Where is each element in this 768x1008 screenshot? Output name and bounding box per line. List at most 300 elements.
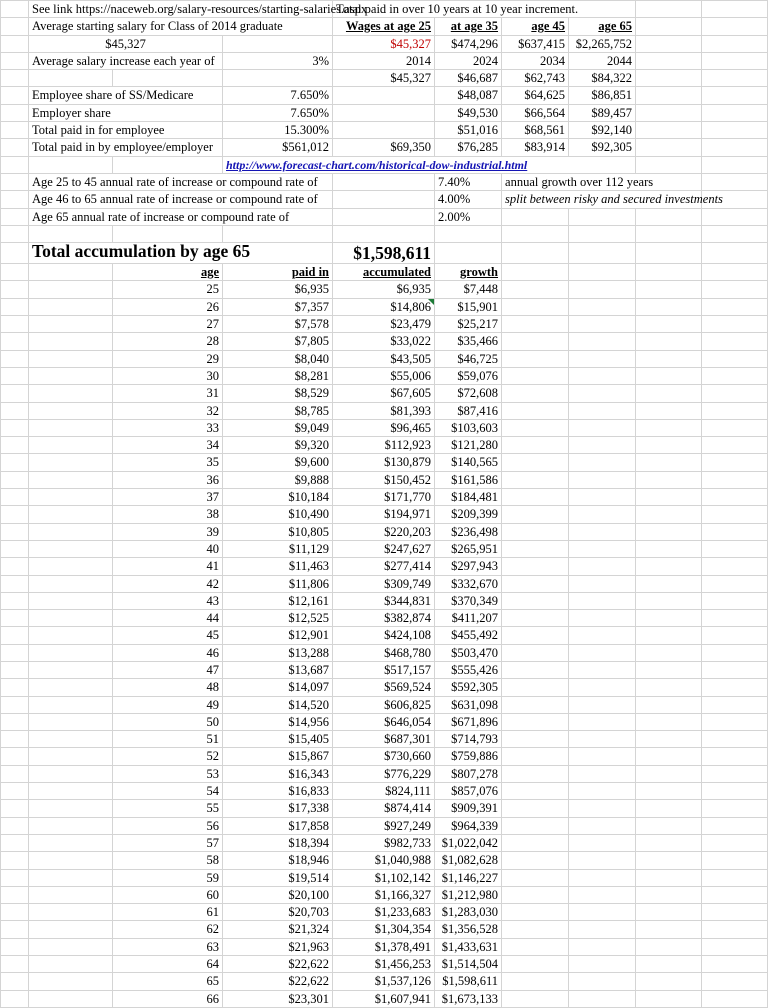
cell-blank[interactable] [29, 990, 113, 1007]
cell-age[interactable]: 47 [113, 661, 223, 678]
cell-growth[interactable]: $59,076 [435, 367, 502, 384]
cell-increase-label[interactable] [29, 52, 223, 69]
cell-blank[interactable] [502, 402, 569, 419]
cell-blank[interactable] [1, 437, 29, 454]
cell-blank[interactable] [702, 765, 768, 782]
cell-growth[interactable]: $140,565 [435, 454, 502, 471]
cell-paid-in[interactable]: $22,622 [223, 973, 333, 990]
cell-age[interactable]: 40 [113, 540, 223, 557]
cell-accumulated[interactable]: $171,770 [333, 489, 435, 506]
cell-blank[interactable] [636, 800, 702, 817]
cell-blank[interactable] [1, 18, 29, 35]
cell-blank[interactable] [29, 748, 113, 765]
cell-blank[interactable] [113, 156, 223, 173]
cell-accumulated[interactable]: $646,054 [333, 713, 435, 730]
cell-accumulated[interactable]: $687,301 [333, 731, 435, 748]
cell-blank[interactable] [702, 938, 768, 955]
cell-paid-in[interactable]: $14,520 [223, 696, 333, 713]
cell-blank[interactable] [1, 87, 29, 104]
cell-blank[interactable] [1, 765, 29, 782]
cell-blank[interactable] [502, 904, 569, 921]
cell-blank[interactable] [636, 35, 702, 52]
cell-blank[interactable] [29, 627, 113, 644]
cell-age[interactable]: 50 [113, 713, 223, 730]
cell-blank[interactable] [29, 973, 113, 990]
cell-blank[interactable] [113, 225, 223, 242]
cell-blank[interactable] [636, 904, 702, 921]
cell-blank[interactable] [702, 834, 768, 851]
cell-age[interactable]: 54 [113, 783, 223, 800]
cell-age[interactable]: 31 [113, 385, 223, 402]
cell-age[interactable]: 61 [113, 904, 223, 921]
cell-total-65[interactable]: $2,265,752 [569, 35, 636, 52]
cell-employer-65[interactable]: $89,457 [569, 104, 636, 121]
cell-blank[interactable] [333, 87, 435, 104]
cell-blank[interactable] [636, 852, 702, 869]
cell-accumulated[interactable]: $247,627 [333, 540, 435, 557]
cell-blank[interactable] [702, 419, 768, 436]
cell-blank[interactable] [702, 886, 768, 903]
cell-blank[interactable] [502, 783, 569, 800]
cell-paid-in[interactable]: $13,687 [223, 661, 333, 678]
cell-growth[interactable]: $455,492 [435, 627, 502, 644]
cell-rate3-value[interactable]: 2.00% [435, 208, 502, 225]
cell-blank[interactable] [1, 713, 29, 730]
cell-blank[interactable] [223, 35, 333, 52]
cell-blank[interactable] [636, 350, 702, 367]
cell-growth[interactable]: $121,280 [435, 437, 502, 454]
cell-growth[interactable]: $161,586 [435, 471, 502, 488]
cell-blank[interactable] [569, 281, 636, 298]
cell-blank[interactable] [569, 904, 636, 921]
cell-blank[interactable] [569, 316, 636, 333]
cell-blank[interactable] [569, 661, 636, 678]
cell-blank[interactable] [569, 558, 636, 575]
cell-blank[interactable] [636, 523, 702, 540]
cell-blank[interactable] [636, 1, 702, 18]
cell-age[interactable]: 45 [113, 627, 223, 644]
cell-blank[interactable] [29, 869, 113, 886]
cell-blank[interactable] [569, 679, 636, 696]
cell-age[interactable]: 58 [113, 852, 223, 869]
cell-blank[interactable] [636, 592, 702, 609]
cell-accumulated[interactable]: $33,022 [333, 333, 435, 350]
cell-growth[interactable]: $72,608 [435, 385, 502, 402]
cell-rate1-value[interactable]: 7.40% [435, 173, 502, 190]
cell-blank[interactable] [1, 938, 29, 955]
cell-blank[interactable] [702, 156, 768, 173]
cell-growth[interactable]: $592,305 [435, 679, 502, 696]
cell-blank[interactable] [29, 156, 113, 173]
cell-employer-share-label[interactable] [29, 104, 223, 121]
cell-blank[interactable] [1, 350, 29, 367]
cell-blank[interactable] [502, 540, 569, 557]
cell-blank[interactable] [1, 921, 29, 938]
cell-wage-65[interactable]: $84,322 [569, 70, 636, 87]
cell-blank[interactable] [569, 523, 636, 540]
cell-accumulated[interactable]: $23,479 [333, 316, 435, 333]
col-header-age-35[interactable]: at age 35 [435, 18, 502, 35]
cell-age[interactable]: 39 [113, 523, 223, 540]
cell-blank[interactable] [502, 298, 569, 315]
cell-blank[interactable] [1, 661, 29, 678]
cell-blank[interactable] [702, 385, 768, 402]
cell-age[interactable]: 64 [113, 956, 223, 973]
cell-age[interactable]: 27 [113, 316, 223, 333]
cell-blank[interactable] [702, 471, 768, 488]
cell-blank[interactable] [702, 661, 768, 678]
cell-blank[interactable] [29, 419, 113, 436]
cell-blank[interactable] [636, 471, 702, 488]
cell-blank[interactable] [502, 281, 569, 298]
cell-blank[interactable] [1, 592, 29, 609]
cell-blank[interactable] [569, 800, 636, 817]
cell-blank[interactable] [702, 1, 768, 18]
cell-blank[interactable] [29, 264, 113, 281]
cell-blank[interactable] [702, 575, 768, 592]
cell-blank[interactable] [1, 852, 29, 869]
cell-paid-in[interactable]: $8,281 [223, 367, 333, 384]
cell-blank[interactable] [29, 800, 113, 817]
cell-blank[interactable] [29, 225, 113, 242]
cell-blank[interactable] [702, 173, 768, 190]
cell-blank[interactable] [702, 70, 768, 87]
cell-blank[interactable] [636, 454, 702, 471]
cell-paid-in[interactable]: $10,184 [223, 489, 333, 506]
cell-blank[interactable] [569, 990, 636, 1007]
cell-blank[interactable] [636, 243, 702, 264]
cell-age[interactable]: 46 [113, 644, 223, 661]
cell-blank[interactable] [1, 191, 29, 208]
cell-paid-in[interactable]: $7,805 [223, 333, 333, 350]
cell-blank[interactable] [502, 713, 569, 730]
cell-age[interactable]: 35 [113, 454, 223, 471]
cell-age[interactable]: 38 [113, 506, 223, 523]
cell-blank[interactable] [702, 973, 768, 990]
cell-employee-share-pct[interactable]: 7.650% [223, 87, 333, 104]
cell-paid-in[interactable]: $17,338 [223, 800, 333, 817]
cell-age[interactable]: 53 [113, 765, 223, 782]
cell-growth[interactable]: $1,146,227 [435, 869, 502, 886]
cell-blank[interactable] [502, 921, 569, 938]
cell-accumulated[interactable]: $1,607,941 [333, 990, 435, 1007]
cell-blank[interactable] [1, 139, 29, 156]
cell-growth[interactable]: $759,886 [435, 748, 502, 765]
cell-blank[interactable] [569, 783, 636, 800]
col-header-paid-in[interactable]: paid in [223, 264, 333, 281]
cell-blank[interactable] [636, 610, 702, 627]
cell-age[interactable]: 29 [113, 350, 223, 367]
cell-growth[interactable]: $265,951 [435, 540, 502, 557]
cell-blank[interactable] [636, 869, 702, 886]
cell-blank[interactable] [223, 70, 333, 87]
cell-accumulation-title[interactable] [29, 243, 333, 264]
cell-blank[interactable] [702, 592, 768, 609]
cell-blank[interactable] [29, 402, 113, 419]
cell-blank[interactable] [636, 921, 702, 938]
cell-blank[interactable] [1, 748, 29, 765]
cell-blank[interactable] [569, 627, 636, 644]
cell-avg-start-label[interactable] [29, 18, 333, 35]
cell-blank[interactable] [29, 921, 113, 938]
cell-accumulated[interactable]: $927,249 [333, 817, 435, 834]
cell-age[interactable]: 60 [113, 886, 223, 903]
cell-total-employee-65[interactable]: $92,140 [569, 122, 636, 139]
cell-paid-in[interactable]: $7,357 [223, 298, 333, 315]
cell-paid-in[interactable]: $16,343 [223, 765, 333, 782]
cell-growth[interactable]: $1,673,133 [435, 990, 502, 1007]
cell-blank[interactable] [1, 1, 29, 18]
cell-accumulated[interactable]: $55,006 [333, 367, 435, 384]
cell-paid-in[interactable]: $12,161 [223, 592, 333, 609]
cell-blank[interactable] [1, 990, 29, 1007]
cell-blank[interactable] [1, 523, 29, 540]
cell-blank[interactable] [1, 35, 29, 52]
cell-paid-in[interactable]: $18,394 [223, 834, 333, 851]
cell-blank[interactable] [502, 627, 569, 644]
cell-blank[interactable] [702, 208, 768, 225]
cell-age[interactable]: 57 [113, 834, 223, 851]
cell-blank[interactable] [702, 104, 768, 121]
cell-growth[interactable]: $671,896 [435, 713, 502, 730]
cell-blank[interactable] [1, 904, 29, 921]
cell-age[interactable]: 25 [113, 281, 223, 298]
cell-paid-in[interactable]: $20,703 [223, 904, 333, 921]
cell-blank[interactable] [502, 437, 569, 454]
cell-blank[interactable] [1, 298, 29, 315]
cell-blank[interactable] [636, 18, 702, 35]
cell-blank[interactable] [569, 419, 636, 436]
cell-blank[interactable] [502, 243, 569, 264]
cell-blank[interactable] [569, 852, 636, 869]
cell-blank[interactable] [502, 523, 569, 540]
cell-accumulated[interactable]: $130,879 [333, 454, 435, 471]
cell-growth[interactable]: $15,901 [435, 298, 502, 315]
cell-blank[interactable] [569, 644, 636, 661]
cell-year-2024[interactable]: 2024 [435, 52, 502, 69]
cell-blank[interactable] [502, 575, 569, 592]
cell-accumulated[interactable]: $96,465 [333, 419, 435, 436]
cell-blank[interactable] [702, 540, 768, 557]
cell-blank[interactable] [636, 713, 702, 730]
cell-growth[interactable]: $807,278 [435, 765, 502, 782]
cell-blank[interactable] [1, 886, 29, 903]
cell-paid-in[interactable]: $11,129 [223, 540, 333, 557]
cell-total-both-value[interactable]: $561,012 [223, 139, 333, 156]
cell-blank[interactable] [569, 921, 636, 938]
cell-blank[interactable] [502, 350, 569, 367]
cell-employee-35[interactable]: $48,087 [435, 87, 502, 104]
cell-total-employee-pct[interactable]: 15.300% [223, 122, 333, 139]
cell-growth[interactable]: $7,448 [435, 281, 502, 298]
cell-blank[interactable] [29, 575, 113, 592]
cell-blank[interactable] [29, 70, 113, 87]
cell-accumulated[interactable]: $468,780 [333, 644, 435, 661]
cell-blank[interactable] [29, 281, 113, 298]
cell-blank[interactable] [1, 333, 29, 350]
cell-accumulated[interactable]: $1,304,354 [333, 921, 435, 938]
cell-blank[interactable] [636, 87, 702, 104]
cell-blank[interactable] [569, 471, 636, 488]
cell-dow-link[interactable] [223, 156, 636, 173]
cell-accumulated[interactable]: $309,749 [333, 575, 435, 592]
cell-employee-45[interactable]: $64,625 [502, 87, 569, 104]
cell-blank[interactable] [502, 886, 569, 903]
cell-blank[interactable] [502, 938, 569, 955]
cell-blank[interactable] [636, 70, 702, 87]
cell-blank[interactable] [1, 225, 29, 242]
cell-total-employee-45[interactable]: $68,561 [502, 122, 569, 139]
cell-blank[interactable] [29, 489, 113, 506]
cell-blank[interactable] [569, 938, 636, 955]
cell-total-both-45[interactable]: $83,914 [502, 139, 569, 156]
cell-age[interactable]: 56 [113, 817, 223, 834]
cell-blank[interactable] [1, 208, 29, 225]
cell-total-both-label[interactable] [29, 139, 223, 156]
cell-total-both-35[interactable]: $76,285 [435, 139, 502, 156]
cell-wage-25[interactable]: $45,327 [333, 70, 435, 87]
cell-accumulated[interactable]: $344,831 [333, 592, 435, 609]
cell-total-both-65[interactable]: $92,305 [569, 139, 636, 156]
cell-blank[interactable] [702, 333, 768, 350]
cell-blank[interactable] [636, 156, 702, 173]
cell-blank[interactable] [29, 783, 113, 800]
cell-blank[interactable] [502, 990, 569, 1007]
cell-blank[interactable] [702, 696, 768, 713]
col-header-growth[interactable]: growth [435, 264, 502, 281]
cell-blank[interactable] [702, 800, 768, 817]
cell-blank[interactable] [1, 644, 29, 661]
cell-accumulated[interactable]: $1,233,683 [333, 904, 435, 921]
cell-blank[interactable] [569, 610, 636, 627]
cell-blank[interactable] [702, 139, 768, 156]
cell-total-both-25[interactable]: $69,350 [333, 139, 435, 156]
cell-blank[interactable] [636, 52, 702, 69]
cell-blank[interactable] [636, 139, 702, 156]
dow-historical-link[interactable]: http://www.forecast-chart.com/historical-dow-industrial.html [226, 157, 528, 172]
cell-blank[interactable] [502, 385, 569, 402]
cell-blank[interactable] [1, 122, 29, 139]
cell-blank[interactable] [1, 489, 29, 506]
cell-paid-in[interactable]: $21,324 [223, 921, 333, 938]
cell-blank[interactable] [1, 471, 29, 488]
cell-blank[interactable] [636, 731, 702, 748]
cell-blank[interactable] [29, 437, 113, 454]
cell-blank[interactable] [502, 610, 569, 627]
cell-blank[interactable] [1, 52, 29, 69]
cell-growth[interactable]: $1,598,611 [435, 973, 502, 990]
cell-blank[interactable] [636, 558, 702, 575]
cell-accumulated[interactable]: $81,393 [333, 402, 435, 419]
cell-blank[interactable] [636, 679, 702, 696]
cell-blank[interactable] [29, 454, 113, 471]
cell-blank[interactable] [636, 990, 702, 1007]
cell-blank[interactable] [435, 243, 502, 264]
cell-accumulated[interactable]: $382,874 [333, 610, 435, 627]
cell-paid-in[interactable]: $13,288 [223, 644, 333, 661]
cell-growth[interactable]: $1,283,030 [435, 904, 502, 921]
cell-blank[interactable] [569, 367, 636, 384]
cell-age[interactable]: 33 [113, 419, 223, 436]
cell-blank[interactable] [502, 661, 569, 678]
cell-growth[interactable]: $87,416 [435, 402, 502, 419]
cell-blank[interactable] [502, 696, 569, 713]
cell-blank[interactable] [569, 834, 636, 851]
cell-accumulated[interactable]: $150,452 [333, 471, 435, 488]
cell-growth[interactable]: $1,022,042 [435, 834, 502, 851]
cell-age[interactable]: 34 [113, 437, 223, 454]
cell-age[interactable]: 51 [113, 731, 223, 748]
cell-blank[interactable] [1, 402, 29, 419]
cell-blank[interactable] [502, 852, 569, 869]
cell-blank[interactable] [569, 869, 636, 886]
cell-blank[interactable] [1, 679, 29, 696]
cell-blank[interactable] [702, 281, 768, 298]
col-header-wages-25[interactable]: Wages at age 25 [333, 18, 435, 35]
cell-blank[interactable] [702, 298, 768, 315]
cell-blank[interactable] [636, 208, 702, 225]
cell-blank[interactable] [702, 748, 768, 765]
cell-blank[interactable] [636, 817, 702, 834]
cell-paid-in[interactable]: $9,888 [223, 471, 333, 488]
cell-blank[interactable] [702, 731, 768, 748]
col-header-accumulated[interactable]: accumulated [333, 264, 435, 281]
cell-blank[interactable] [702, 558, 768, 575]
cell-accumulated[interactable]: $220,203 [333, 523, 435, 540]
cell-blank[interactable] [569, 973, 636, 990]
cell-blank[interactable] [636, 886, 702, 903]
cell-blank[interactable] [1, 385, 29, 402]
cell-blank[interactable] [702, 35, 768, 52]
cell-blank[interactable] [702, 489, 768, 506]
cell-blank[interactable] [502, 225, 569, 242]
cell-blank[interactable] [333, 122, 435, 139]
cell-blank[interactable] [636, 956, 702, 973]
cell-blank[interactable] [569, 489, 636, 506]
cell-blank[interactable] [569, 454, 636, 471]
cell-blank[interactable] [702, 523, 768, 540]
cell-employer-share-pct[interactable]: 7.650% [223, 104, 333, 121]
cell-blank[interactable] [1, 506, 29, 523]
cell-blank[interactable] [1, 540, 29, 557]
cell-blank[interactable] [1, 173, 29, 190]
cell-blank[interactable] [636, 938, 702, 955]
cell-blank[interactable] [702, 713, 768, 730]
cell-blank[interactable] [702, 869, 768, 886]
cell-paid-in[interactable]: $16,833 [223, 783, 333, 800]
cell-blank[interactable] [333, 208, 435, 225]
cell-blank[interactable] [636, 419, 702, 436]
cell-accumulated[interactable]: $569,524 [333, 679, 435, 696]
cell-blank[interactable] [636, 627, 702, 644]
cell-age[interactable]: 44 [113, 610, 223, 627]
cell-blank[interactable] [29, 506, 113, 523]
cell-blank[interactable] [569, 696, 636, 713]
cell-age[interactable]: 62 [113, 921, 223, 938]
cell-blank[interactable] [29, 558, 113, 575]
cell-paid-in[interactable]: $12,525 [223, 610, 333, 627]
cell-paid-in[interactable]: $15,867 [223, 748, 333, 765]
cell-rate2-value[interactable]: 4.00% [435, 191, 502, 208]
cell-blank[interactable] [435, 225, 502, 242]
cell-blank[interactable] [29, 610, 113, 627]
cell-wage-35[interactable]: $46,687 [435, 70, 502, 87]
cell-blank[interactable] [702, 644, 768, 661]
cell-growth[interactable]: $103,603 [435, 419, 502, 436]
cell-age[interactable]: 32 [113, 402, 223, 419]
cell-source-note[interactable] [29, 1, 368, 18]
cell-employee-65[interactable]: $86,851 [569, 87, 636, 104]
